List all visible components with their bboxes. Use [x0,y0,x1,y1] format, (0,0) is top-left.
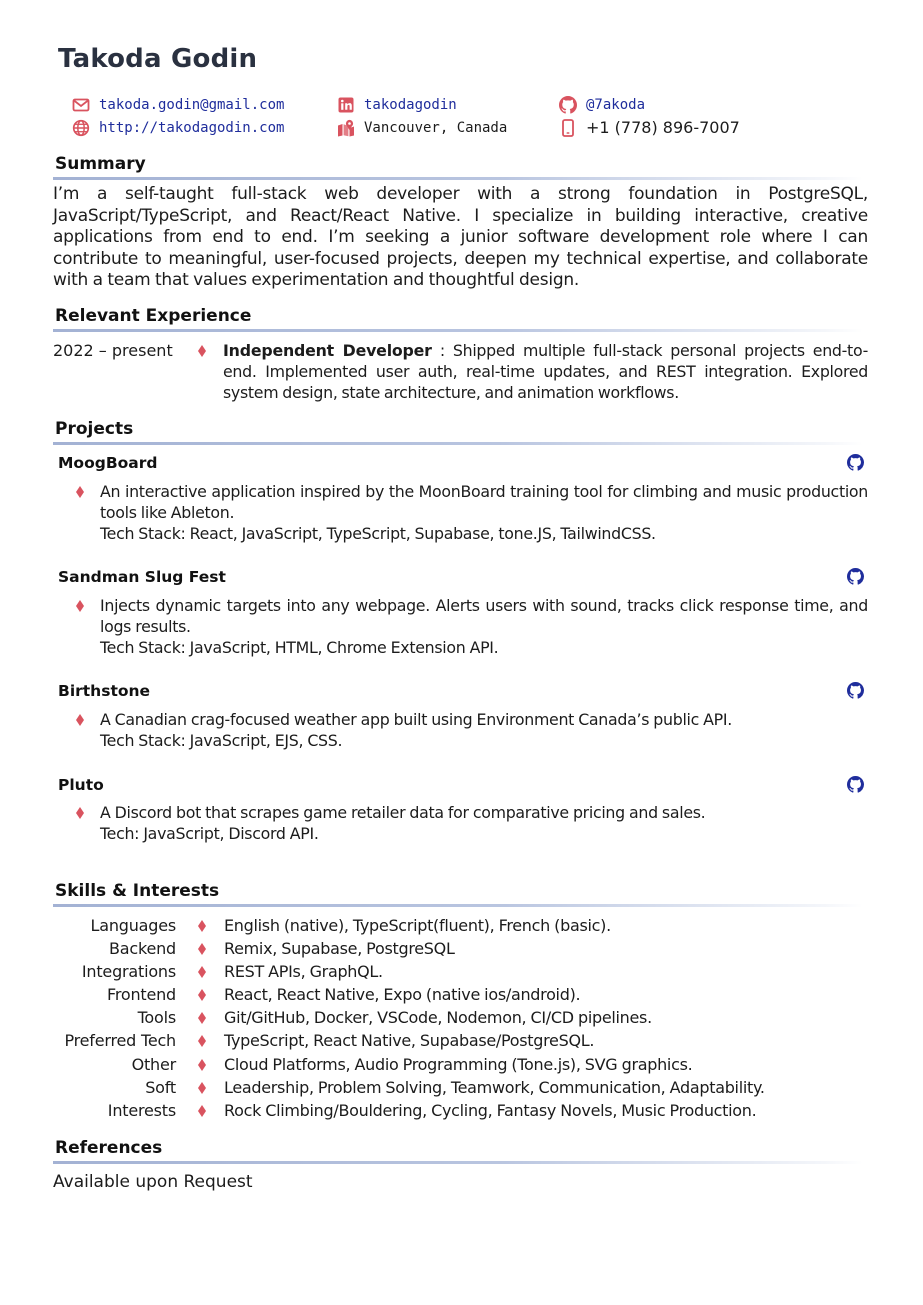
skill-value: Remix, Supabase, PostgreSQL [224,939,455,958]
skill-label: Languages [90,916,176,935]
project-body [100,481,868,544]
phone-icon [559,119,577,137]
diamond-bullet-icon [198,1059,206,1071]
project-tech: Tech: JavaScript, Discord API. [100,824,319,843]
project-description: A Discord bot that scrapes game retailer data for comparative pricing and sales. [100,803,706,822]
section-rule [53,177,863,180]
references-text: Available upon Request [53,1172,253,1192]
section-rule [53,1161,863,1164]
map-pin-icon [337,119,355,137]
skill-value: REST APIs, GraphQL. [224,962,383,981]
diamond-bullet-icon [198,920,206,932]
skill-value: Git/GitHub, Docker, VSCode, Nodemon, CI/CD pipelines. [224,1008,652,1027]
section-title: References [55,1138,163,1158]
project-description: A Canadian crag-focused weather app built using Environment Canada’s public API. [100,710,732,729]
skill-row [53,1054,873,1077]
envelope-icon [72,96,90,114]
skill-row [53,1007,873,1030]
section-skills [53,880,863,907]
skill-value: English (native), TypeScript(fluent), French (basic). [224,916,611,935]
contact-location [337,119,507,137]
skill-label: Frontend [106,985,176,1004]
skill-row [53,915,873,938]
section-references [53,1137,863,1164]
section-experience [53,305,863,332]
diamond-bullet-icon [198,1105,206,1117]
project-title: MoogBoard [58,454,158,472]
section-rule [53,442,863,445]
skill-row [53,938,873,961]
section-title: Projects [55,419,134,439]
project-body [100,595,868,658]
diamond-bullet-icon [76,807,84,819]
skill-label: Preferred Tech [64,1031,176,1050]
diamond-bullet-icon [198,966,206,978]
section-title: Relevant Experience [55,306,252,326]
diamond-bullet-icon [198,943,206,955]
skill-label: Soft [145,1078,176,1097]
linkedin-link[interactable]: takodagodin [364,97,457,113]
project-description: Injects dynamic targets into any webpage. Alerts users with sound, tracks click response time, and logs results. [100,596,868,636]
project-body [100,802,868,844]
contact-website[interactable] [72,119,284,137]
skill-row [53,1030,873,1053]
project-body [100,709,868,751]
email-link[interactable]: takoda.godin@gmail.com [99,97,285,113]
section-title: Skills & Interests [55,881,220,901]
linkedin-icon [337,96,355,114]
github-icon [559,96,577,114]
globe-icon [72,119,90,137]
skill-row [53,984,873,1007]
experience-entry [223,340,868,403]
section-projects [53,418,863,445]
github-icon[interactable] [847,776,864,793]
website-link[interactable]: http://takodagodin.com [99,120,285,136]
skill-label: Integrations [81,962,176,981]
diamond-bullet-icon [76,714,84,726]
section-rule [53,904,863,907]
section-rule [53,329,863,332]
resume-name: Takoda Godin [58,44,258,74]
diamond-bullet-icon [198,1012,206,1024]
skill-value: Leadership, Problem Solving, Teamwork, Communication, Adaptability. [224,1078,765,1097]
phone-text[interactable]: +1 (778) 896-7007 [586,118,740,137]
contact-github[interactable] [559,96,645,114]
contact-email[interactable] [72,96,284,114]
diamond-bullet-icon [198,989,206,1001]
summary-text: I’m a self-taught full-stack web developer with a strong foundation in PostgreSQL, JavaScript/TypeScript, and React/React Native. I specialize in building interactive, creative applications from end to end. I’m seeking a junior software development role where I can contribute to meaningful, user-focused projects, deepen my technical expertise, and collaborate with a team that values experimentation and thoughtful design. [53,184,868,290]
experience-date: 2022 – present [53,341,173,360]
contact-linkedin[interactable] [337,96,457,114]
diamond-bullet-icon [76,600,84,612]
github-icon[interactable] [847,454,864,471]
diamond-bullet-icon [198,1082,206,1094]
skill-value: React, React Native, Expo (native ios/android). [224,985,581,1004]
skill-label: Backend [108,939,176,958]
diamond-bullet-icon [198,345,206,357]
project-description: An interactive application inspired by the MoonBoard training tool for climbing and music production tools like Ableton. [100,482,868,522]
project-tech: Tech Stack: JavaScript, HTML, Chrome Extension API. [100,638,499,657]
section-summary [53,153,863,180]
project-tech: Tech Stack: React, JavaScript, TypeScript, Supabase, tone.JS, TailwindCSS. [100,524,656,543]
diamond-bullet-icon [198,1035,206,1047]
skill-value: Cloud Platforms, Audio Programming (Tone.js), SVG graphics. [224,1055,693,1074]
location-text: Vancouver, Canada [364,120,508,136]
section-title: Summary [55,154,146,174]
skill-row [53,961,873,984]
skill-row [53,1077,873,1100]
skill-label: Other [131,1055,176,1074]
project-title: Birthstone [58,682,151,700]
skill-value: Rock Climbing/Bouldering, Cycling, Fantasy Novels, Music Production. [224,1101,757,1120]
github-icon[interactable] [847,682,864,699]
diamond-bullet-icon [76,486,84,498]
contact-phone[interactable] [559,119,740,137]
github-icon[interactable] [847,568,864,585]
experience-description: : Shipped multiple full-stack personal projects end-to-end. Implemented user auth, real-time updates, and REST integration. Explored system design, state architecture, and animation workflows. [223,341,869,402]
skill-label: Tools [137,1008,176,1027]
experience-role: Independent Developer [223,341,432,360]
project-title: Sandman Slug Fest [58,568,226,586]
github-link[interactable]: @7akoda [586,97,646,113]
project-title: Pluto [58,776,104,794]
skill-label: Interests [107,1101,176,1120]
skill-value: TypeScript, React Native, Supabase/PostgreSQL. [224,1031,595,1050]
skill-row [53,1100,873,1123]
project-tech: Tech Stack: JavaScript, EJS, CSS. [100,731,343,750]
